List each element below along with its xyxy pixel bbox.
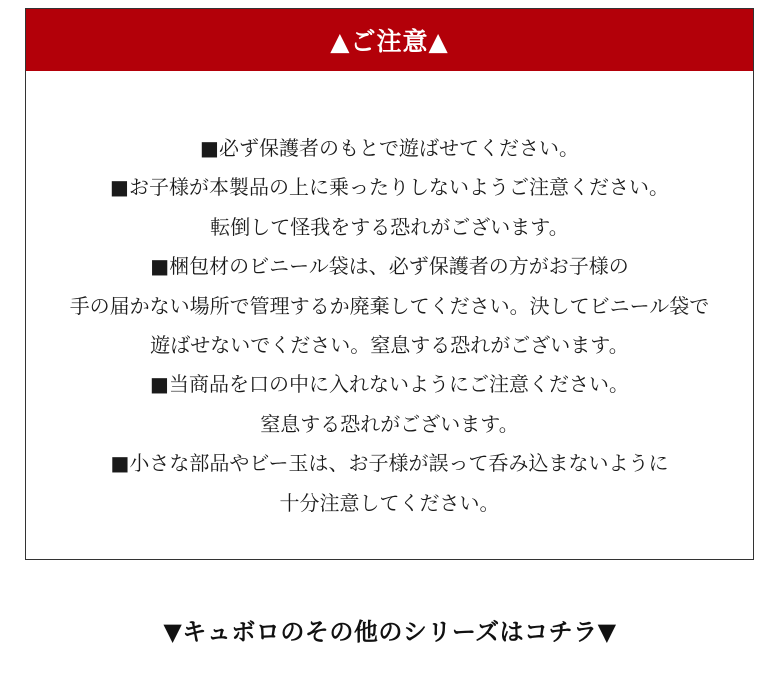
notice-title: ▲ご注意▲ xyxy=(26,9,753,71)
notice-body xyxy=(26,71,753,523)
notice-line: 十分注意してください。 xyxy=(279,490,500,515)
notice-line: 遊ばせないでください。窒息する恐れがございます。 xyxy=(150,333,629,358)
notice-line: 手の届かない場所で管理するか廃棄してください。決してビニール袋で xyxy=(69,293,710,318)
notice-line: 窒息する恐れがございます。 xyxy=(260,411,519,436)
notice-line: ■小さな部品やビー玉は、お子様が誤って呑み込まないように xyxy=(110,451,669,476)
caution-notice xyxy=(25,8,754,560)
notice-line: 転倒して怪我をする恐れがございます。 xyxy=(210,214,569,239)
notice-line: ■当商品を口の中に入れないようにご注意ください。 xyxy=(150,372,629,397)
notice-line: ■必ず保護者のもとで遊ばせてください。 xyxy=(200,136,579,160)
other-series-link[interactable]: ▼キュボロのその他のシリーズはコチラ▼ xyxy=(163,618,617,646)
notice-line: ■お子様が本製品の上に乗ったりしないようご注意ください。 xyxy=(110,175,669,200)
notice-line: ■梱包材のビニール袋は、必ず保護者の方がお子様の xyxy=(150,254,629,279)
